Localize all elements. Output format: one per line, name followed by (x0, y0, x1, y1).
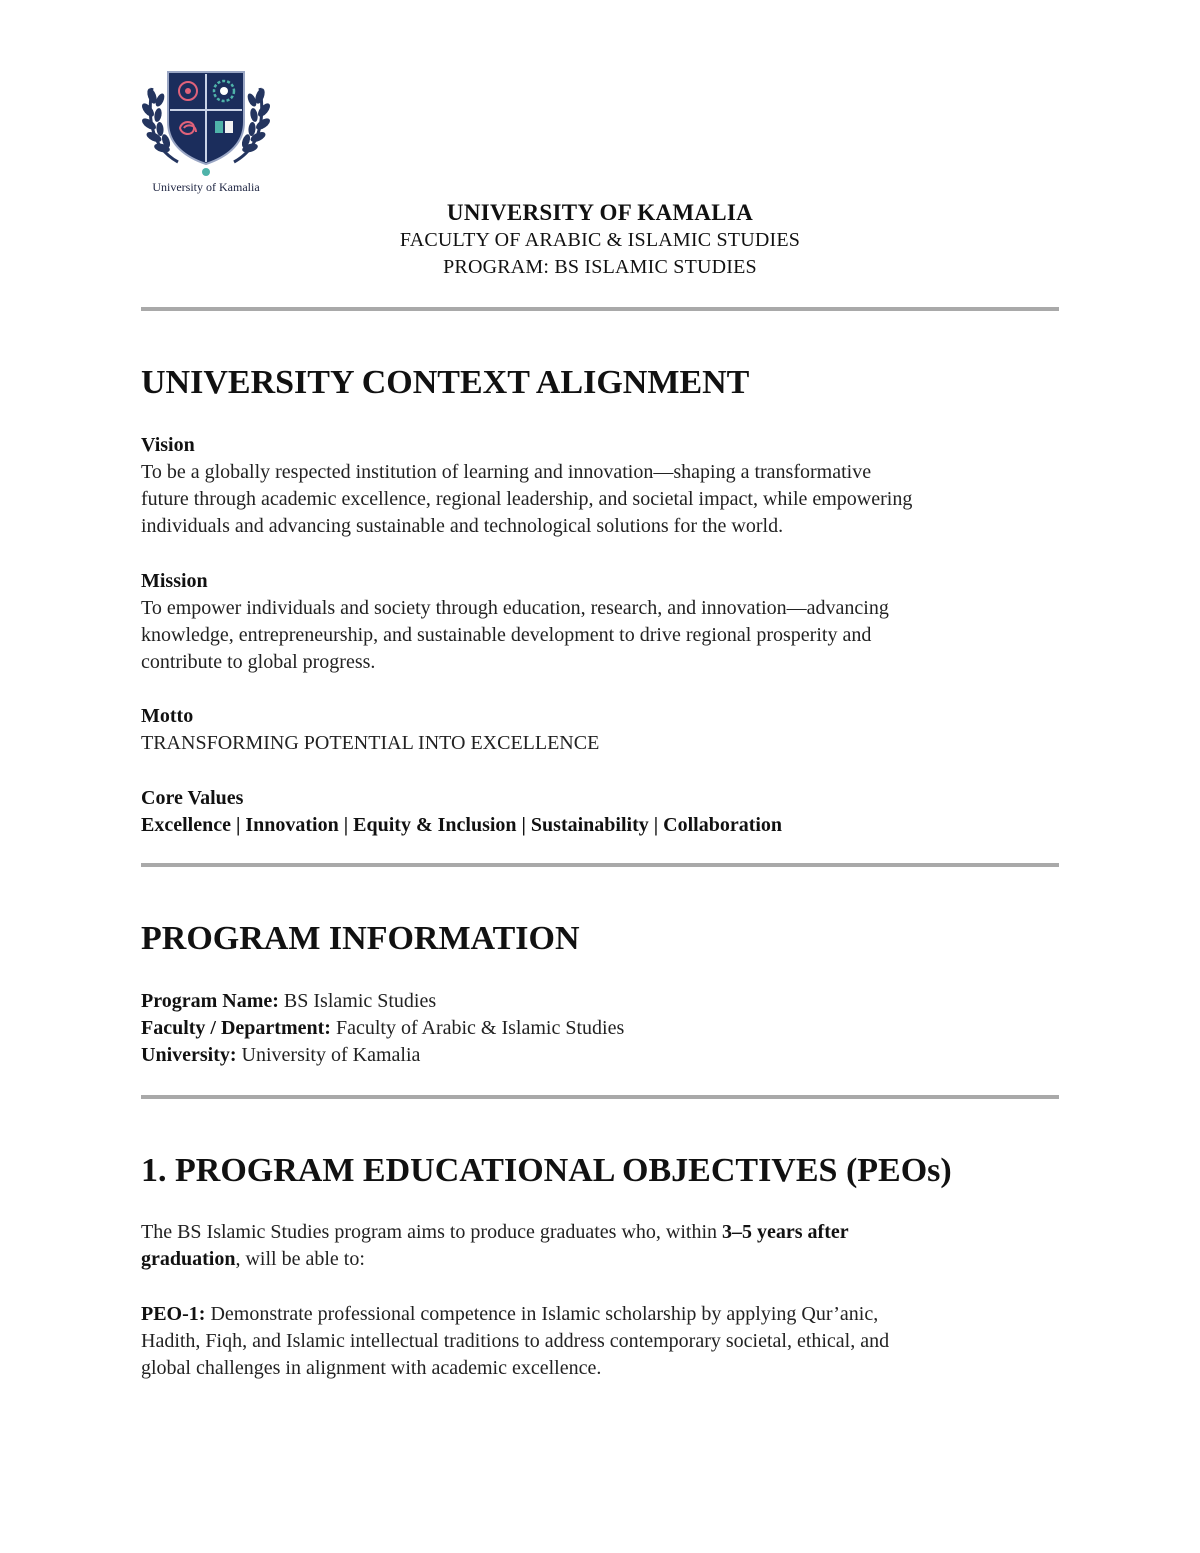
peo-1-text: Demonstrate professional competence in Islamic scholarship by applying Qur’anic, (210, 1303, 879, 1325)
program-info-block (141, 988, 1059, 1069)
motto-text: TRANSFORMING POTENTIAL INTO EXCELLENCE (141, 732, 600, 754)
logo-caption: University of Kamalia (152, 180, 260, 194)
section-divider (141, 307, 1059, 311)
peos-intro-text: , will be able to: (235, 1248, 365, 1270)
peo-1-label: PEO-1: (141, 1303, 206, 1325)
mission-line: To empower individuals and society through education, research, and innovation—advancing (141, 597, 889, 619)
peos-intro-emphasis: 3–5 years after (722, 1221, 849, 1243)
peos-heading: 1. PROGRAM EDUCATIONAL OBJECTIVES (PEOs) (141, 1152, 952, 1189)
university-row (141, 1042, 1059, 1069)
program-name-value: BS Islamic Studies (283, 990, 437, 1012)
faculty-row (141, 1015, 1059, 1042)
program-info-heading: PROGRAM INFORMATION (141, 920, 580, 957)
mission-label: Mission (141, 570, 208, 592)
peos-intro-emphasis: graduation (141, 1248, 236, 1270)
section-divider (141, 1095, 1059, 1099)
peos-intro-text: The BS Islamic Studies program aims to produce graduates who, within (141, 1221, 718, 1243)
program-name: PROGRAM: BS ISLAMIC STUDIES (443, 256, 757, 278)
mission-block (141, 568, 1059, 676)
peo-1-block (141, 1301, 1059, 1382)
faculty-name: FACULTY OF ARABIC & ISLAMIC STUDIES (399, 229, 801, 251)
vision-label: Vision (141, 434, 195, 456)
crest-icon (138, 66, 274, 178)
vision-line: future through academic excellence, regional leadership, and societal impact, while empowering (141, 488, 913, 510)
vision-line: To be a globally respected institution of learning and innovation—shaping a transformative (141, 461, 872, 483)
motto-block (141, 703, 1059, 757)
core-values-text: Excellence | Innovation | Equity & Inclusion | Sustainability | Collaboration (141, 814, 783, 836)
university-logo (138, 66, 274, 198)
faculty-label: Faculty / Department: (141, 1017, 331, 1039)
mission-line: contribute to global progress. (141, 651, 376, 673)
core-values-label: Core Values (141, 787, 244, 809)
program-name-row (141, 988, 1059, 1015)
vision-line: individuals and advancing sustainable and technological solutions for the world. (141, 515, 784, 537)
context-heading: UNIVERSITY CONTEXT ALIGNMENT (141, 364, 750, 401)
mission-line: knowledge, entrepreneurship, and sustainable development to drive regional prosperity and (141, 624, 872, 646)
university-name: UNIVERSITY OF KAMALIA (446, 200, 754, 225)
section-divider (141, 863, 1059, 867)
peos-intro (141, 1219, 1059, 1273)
program-name-label: Program Name: (141, 990, 279, 1012)
faculty-value: Faculty of Arabic & Islamic Studies (335, 1017, 625, 1039)
peo-1-text: global challenges in alignment with academic excellence. (141, 1357, 602, 1379)
vision-block (141, 432, 1059, 540)
university-value: University of Kamalia (241, 1044, 421, 1066)
core-values-block (141, 785, 1059, 839)
peo-1-text: Hadith, Fiqh, and Islamic intellectual traditions to address contemporary societal, ethical, and (141, 1330, 890, 1352)
university-label: University: (141, 1044, 237, 1066)
document-header (0, 199, 1200, 281)
motto-label: Motto (141, 705, 194, 727)
